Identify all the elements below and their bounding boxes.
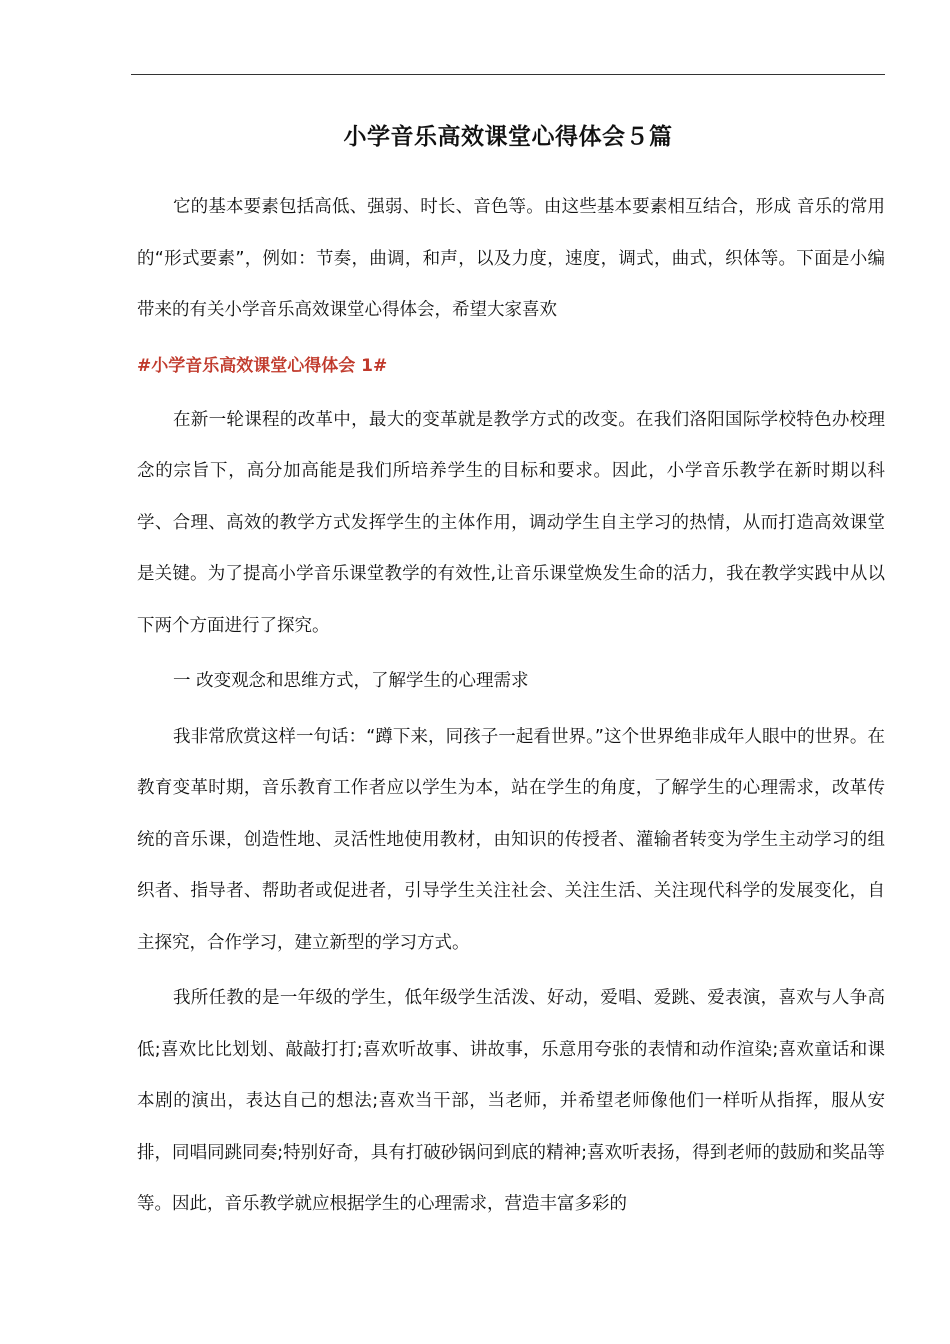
document-body <box>137 182 885 1231</box>
body-paragraph-2: 我非常欣赏这样一句话：“蹲下来，同孩子一起看世界。”这个世界绝非成年人眼中的世界。在教育变革时期，音乐教育工作者应以学生为本，站在学生的角度，了解学生的心理需求，改革传统的音乐课，创造性地、灵活性地使用教材，由知识的传授者、灌输者转变为学生主动学习的组织者、指导者、帮助者或促进者，引导学生关注社会、关注生活、关注现代科学的发展变化，自主探究，合作学习，建立新型的学习方式。 <box>137 726 885 953</box>
header-rule <box>131 74 885 75</box>
body-paragraph-3: 我所任教的是一年级的学生，低年级学生活泼、好动，爱唱、爱跳、爱表演，喜欢与人争高低;喜欢比比划划、敲敲打打;喜欢听故事、讲故事，乐意用夸张的表情和动作渲染;喜欢童话和课本剧的演出，表达自己的想法;喜欢当干部，当老师，并希望老师像他们一样听从指挥，服从安排，同唱同跳同奏;特别好奇，具有打破砂锅问到底的精神;喜欢听表扬，得到老师的鼓励和奖品等等。因此，音乐教学就应根据学生的心理需求，营造丰富多彩的 <box>137 988 885 1214</box>
body-paragraph-1: 在新一轮课程的改革中，最大的变革就是教学方式的改变。在我们洛阳国际学校特色办校理念的宗旨下，高分加高能是我们所培养学生的目标和要求。因此，小学音乐教学在新时期以科学、合理、高效的教学方式发挥学生的主体作用，调动学生自主学习的热情，从而打造高效课堂是关键。为了提高小学音乐课堂教学的有效性,让音乐课堂焕发生命的活力，我在教学实践中从以下两个方面进行了探究。 <box>137 409 885 636</box>
document-title: 小学音乐高效课堂心得体会５篇 <box>343 124 673 150</box>
subheading-paragraph: 一 改变观念和思维方式，了解学生的心理需求 <box>173 671 529 691</box>
section-heading: #小学音乐高效课堂心得体会 1# <box>137 355 388 376</box>
intro-paragraph: 它的基本要素包括高低、强弱、时长、音色等。由这些基本要素相互结合，形成 音乐的常用的“形式要素”，例如：节奏，曲调，和声，以及力度，速度，调式，曲式，织体等。下面是小编带来的有关小学音乐高效课堂心得体会，希望大家喜欢 <box>137 197 885 320</box>
